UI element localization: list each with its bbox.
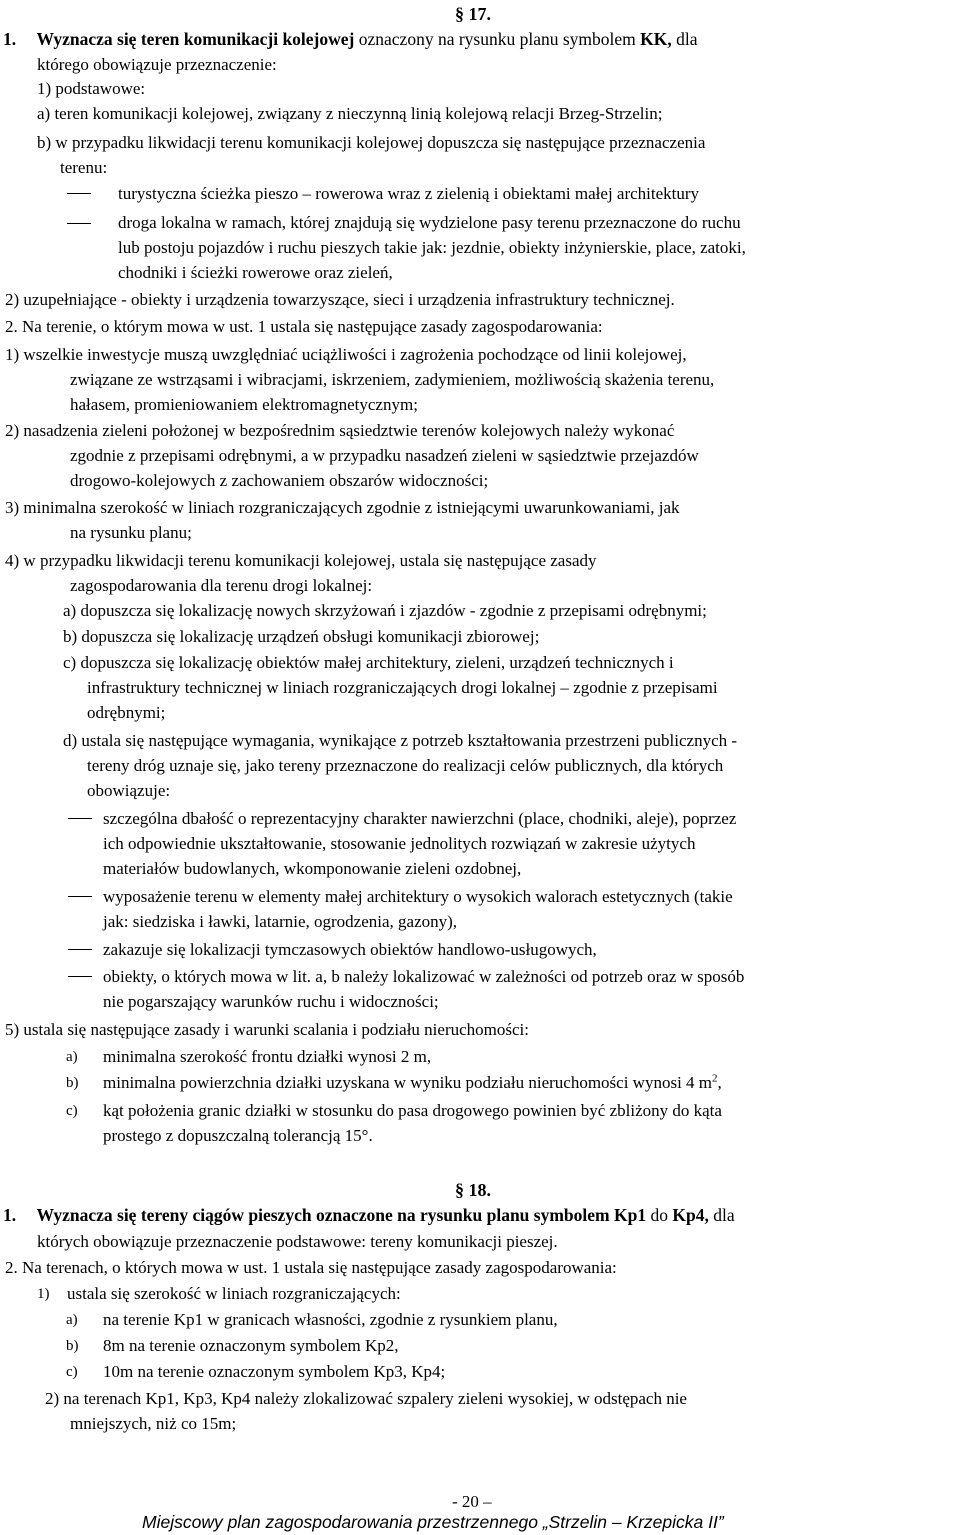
paragraph-number: 1. (3, 29, 17, 49)
paragraph-text: do (646, 1205, 673, 1225)
sub-item: 8m na terenie oznaczonym symbolem Kp2, (103, 1336, 399, 1355)
list-item: b) w przypadku likwidacji terenu komunikacji kolejowej dopuszcza się następujące przeznaczenia (37, 133, 706, 152)
list-item: 2) uzupełniające - obiekty i urządzenia towarzyszące, sieci i urządzenia infrastruktury technicznej. (5, 290, 675, 309)
sub-item (103, 1070, 722, 1095)
paragraph-1 (3, 27, 698, 52)
sub-item-letter: c) (66, 1364, 78, 1380)
rule-item: 1) wszelkie inwestycje muszą uwzględniać uciążliwości i zagrożenia pochodzące od linii kolejowej, (5, 345, 687, 364)
section-18-heading: § 18. (455, 1180, 491, 1200)
sub-item-letter: a) (66, 1049, 78, 1065)
dash-bullet (67, 223, 91, 224)
dash-item: szczególna dbałość o reprezentacyjny charakter nawierzchni (place, chodniki, aleje), poprzez (103, 809, 737, 828)
rule-continuation: zgodnie z przepisami odrębnymi, a w przypadku nasadzeń zieleni w sąsiedztwie przejazdów (70, 446, 699, 465)
paragraph-1 (3, 1203, 735, 1228)
section-17-heading: § 17. (455, 4, 491, 24)
sub-item-letter: c) (66, 1103, 78, 1119)
rule-item: 2) nasadzenia zieleni położonej w bezpośrednim sąsiedztwie terenów kolejowych należy wykonać (5, 421, 675, 440)
list-item: 1) podstawowe: (37, 79, 146, 98)
sub-item: d) ustala się następujące wymagania, wynikające z potrzeb kształtowania przestrzeni publicznych - (63, 731, 738, 750)
dash-item-continuation: nie pogarszający warunków ruchu i widoczności; (103, 992, 439, 1011)
dash-item: zakazuje się lokalizacji tymczasowych obiektów handlowo-usługowych, (103, 940, 597, 959)
rule-continuation: związane ze wstrząsami i wibracjami, iskrzeniem, zadymieniem, możliwością skażenia terenu, (70, 370, 715, 389)
rule-continuation: hałasem, promieniowaniem elektromagnetycznym; (70, 395, 418, 414)
dash-item: turystyczna ścieżka pieszo – rowerowa wraz z zielenią i obiektami małej architektury (118, 184, 700, 203)
dash-bullet (68, 896, 92, 897)
footer-title: Miejscowy plan zagospodarowania przestrzennego „Strzelin – Krzepicka II” (142, 1512, 724, 1532)
sub-item-letter: b) (66, 1075, 79, 1091)
sub-item: minimalna szerokość frontu działki wynosi 2 m, (103, 1047, 432, 1066)
sub-item-continuation: odrębnymi; (87, 703, 166, 722)
paragraph-text: oznaczony na rysunku planu symbolem (354, 29, 641, 49)
sub-item: 10m na terenie oznaczonym symbolem Kp3, Kp4; (103, 1362, 446, 1381)
dash-item-continuation: chodniki i ścieżki rowerowe oraz zieleń, (118, 263, 393, 282)
rule-number: 1) (37, 1286, 50, 1302)
dash-bullet (68, 818, 92, 819)
sub-item: b) dopuszcza się lokalizację urządzeń obsługi komunikacji zbiorowej; (63, 627, 540, 646)
sub-item-text-tail: , (717, 1073, 722, 1092)
sub-item: na terenie Kp1 w granicach własności, zgodnie z rysunkiem planu, (103, 1310, 558, 1329)
sub-item: kąt położenia granic działki w stosunku do pasa drogowego powinien być zbliżony do kąta (103, 1101, 722, 1120)
paragraph-bold-text: Wyznacza się tereny ciągów pieszych oznaczone na rysunku planu symbolem Kp1 (36, 1205, 647, 1225)
rule-item: ustala się szerokość w liniach rozgraniczających: (67, 1284, 401, 1303)
rule-item: 3) minimalna szerokość w liniach rozgraniczających zgodnie z istniejącymi uwarunkowaniami, jak (5, 498, 680, 517)
paragraph-2: 2. Na terenie, o którym mowa w ust. 1 ustala się następujące zasady zagospodarowania: (5, 317, 603, 336)
symbol-kp4: Kp4, (672, 1205, 709, 1225)
dash-item-continuation: lub postoju pojazdów i ruchu pieszych takie jak: jezdnie, obiekty inżynierskie, place, zatoki, (118, 238, 746, 257)
sub-item-continuation: obowiązuje: (87, 781, 171, 800)
dash-item: wyposażenie terenu w elementy małej architektury o wysokich walorach estetycznych (takie (103, 887, 733, 906)
dash-item: obiekty, o których mowa w lit. a, b należy lokalizować w zależności od potrzeb oraz w sposób (103, 967, 745, 986)
rule-continuation: drogowo-kolejowych z zachowaniem obszarów widoczności; (70, 471, 489, 490)
sub-item-letter: b) (66, 1338, 79, 1354)
dash-bullet (68, 949, 92, 950)
sub-item-continuation: prostego z dopuszczalną tolerancją 15°. (103, 1126, 373, 1145)
paragraph-text-tail: dla (671, 29, 698, 49)
rule-item: 5) ustala się następujące zasady i warunki scalania i podziału nieruchomości: (5, 1020, 529, 1039)
sub-item-continuation: infrastruktury technicznej w liniach rozgraniczających drogi lokalnej – zgodnie z przepisami (87, 678, 718, 697)
sub-item-text: minimalna powierzchnia działki uzyskana w wyniku podziału nieruchomości wynosi 4 m (103, 1073, 713, 1092)
rule-item: 4) w przypadku likwidacji terenu komunikacji kolejowej, ustala się następujące zasady (5, 551, 597, 570)
paragraph-number: 1. (3, 1205, 17, 1225)
paragraph-1-line-2: którego obowiązuje przeznaczenie: (37, 55, 277, 74)
page-number: - 20 – (452, 1492, 492, 1511)
dash-bullet (67, 193, 91, 194)
rule-item: 2) na terenach Kp1, Kp3, Kp4 należy zlokalizować szpalery zieleni wysokiej, w odstępach nie (45, 1389, 687, 1408)
paragraph-1-line-2: których obowiązuje przeznaczenie podstawowe: tereny komunikacji pieszej. (37, 1232, 558, 1251)
paragraph-2: 2. Na terenach, o których mowa w ust. 1 ustala się następujące zasady zagospodarowania: (5, 1258, 617, 1277)
dash-item: droga lokalna w ramach, której znajdują się wydzielone pasy terenu przeznaczone do ruchu (118, 213, 741, 232)
sub-item-continuation: tereny dróg uznaje się, jako tereny przeznaczone do realizacji celów publicznych, dla których (87, 756, 724, 775)
dash-bullet (68, 976, 92, 977)
sub-item: c) dopuszcza się lokalizację obiektów małej architektury, zieleni, urządzeń technicznych i (63, 653, 674, 672)
list-item: a) teren komunikacji kolejowej, związany z nieczynną linią kolejową relacji Brzeg-Strzelin; (37, 104, 663, 123)
rule-continuation: mniejszych, niż co 15m; (70, 1414, 237, 1433)
superscript: 2 (712, 1072, 718, 1085)
list-item-continuation: terenu: (60, 158, 108, 177)
dash-item-continuation: jak: siedziska i ławki, latarnie, ogrodzenia, gazony), (103, 912, 458, 931)
sub-item: a) dopuszcza się lokalizację nowych skrzyżowań i zjazdów - zgodnie z przepisami odrębnymi; (63, 601, 707, 620)
sub-item-letter: a) (66, 1312, 78, 1328)
rule-continuation: na rysunku planu; (70, 523, 192, 542)
paragraph-bold-text: Wyznacza się teren komunikacji kolejowej (36, 29, 355, 49)
symbol-kk: KK, (640, 29, 672, 49)
paragraph-text-tail: dla (708, 1205, 735, 1225)
rule-continuation: zagospodarowania dla terenu drogi lokalnej: (70, 576, 373, 595)
dash-item-continuation: materiałów budowlanych, wkomponowanie zieleni ozdobnej, (103, 859, 522, 878)
dash-item-continuation: ich odpowiednie ukształtowanie, stosowanie jednolitych rozwiązań w zakresie użytych (103, 834, 696, 853)
